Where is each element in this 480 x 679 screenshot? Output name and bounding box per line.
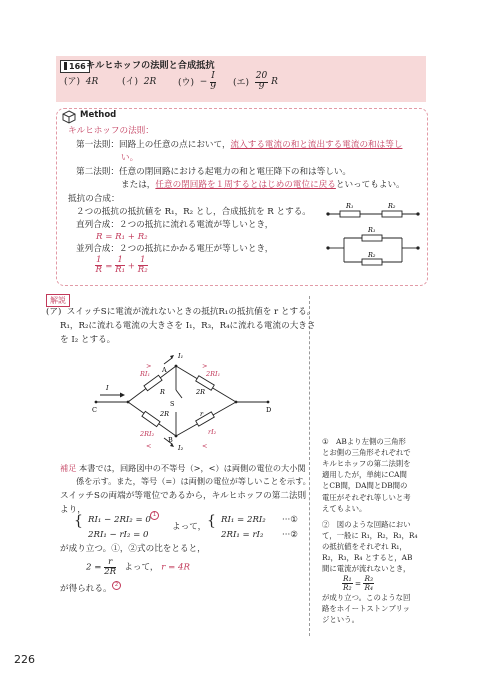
eq-mark-2: ···② — [282, 530, 298, 540]
node-C: C — [92, 406, 97, 414]
label-I: I — [106, 384, 109, 392]
main-p1b: R₁，R₂に流れる電流の大きさを I₁，R₃，R₄に流れる電流の大きさ — [60, 321, 316, 331]
kirchhoff-heading: キルヒホッフの法則： — [68, 126, 154, 136]
answer-a: (ア) 4R — [64, 77, 99, 87]
main-p4: が得られる。 — [60, 584, 112, 594]
label-2RI1-top-right: 2RI₁ — [206, 370, 221, 378]
ratio-eq: 2 = $\frac{r}{2R}$ よって， r = 4R — [86, 557, 190, 578]
main-p2b: より， — [60, 505, 86, 515]
node-B: B — [168, 436, 173, 444]
resistor-figures — [326, 198, 422, 278]
problem-number: 166 — [69, 62, 86, 71]
node-A: A — [162, 366, 167, 374]
fig-r1-series: R₁ — [346, 202, 354, 210]
method-title: Method — [80, 110, 117, 120]
yotte-1: よって， — [172, 522, 207, 532]
note-line-b: 係を示す。また，等号（=）は両側の電位が等しいことを示す。 — [76, 476, 311, 486]
ineq-bottom-left: < — [146, 442, 152, 450]
eq1-left: RI₁ − 2RI₂ = 0 — [88, 515, 151, 525]
fig-r2-series: R₂ — [388, 202, 396, 210]
main-p1c: を I₂ とする。 — [60, 335, 116, 345]
kaisetsu-label: 解説 — [46, 294, 70, 307]
series-text: 直列合成：２つの抵抗に流れる電流が等しいとき， — [76, 220, 274, 230]
sidenote-marker-1: 1 — [150, 511, 159, 520]
combine-intro: ２つの抵抗の抵抗値を R₁，R₂ とし，合成抵抗を R とする。 — [76, 207, 311, 217]
answer-u: (ウ) − $\frac{I}{9}$ — [178, 71, 216, 92]
law2-line: 第二法則：任意の閉回路における起電力の和と電圧降下の和は等しい。 — [76, 167, 352, 177]
fig-r2-parallel: R₂ — [368, 251, 376, 259]
left-brace: { — [74, 513, 83, 529]
parallel-text: 並列合成：２つの抵抗にかかる電圧が等しいとき， — [76, 244, 274, 254]
eq1-right: RI₁ = 2RI₂ — [221, 515, 266, 525]
answer-i: (イ) 2R — [122, 77, 157, 87]
bridge-circuit — [86, 350, 286, 454]
ineq-top-right: > — [202, 362, 208, 370]
law1-continued: い。 — [121, 153, 139, 163]
main-p3: が成り立つ。①，②式の比をとると， — [60, 544, 206, 554]
fig-r1-parallel: R₁ — [368, 226, 376, 234]
eq-mark-1: ···① — [282, 515, 298, 525]
eq2-right: 2RI₁ = rI₂ — [221, 530, 264, 540]
law2-alt-line: または，任意の閉回路を１周するとはじめの電位に戻るといってもよい。 — [121, 180, 405, 190]
label-2RI2-bottom-left: 2RI₂ — [140, 430, 155, 438]
label-switch-S: S — [170, 400, 175, 408]
node-D: D — [266, 406, 272, 414]
page-number: 226 — [14, 653, 35, 666]
label-I2: I₂ — [178, 444, 184, 452]
answer-e: (エ) $\frac{20}{9}$ R — [233, 71, 278, 92]
parallel-formula: $\frac{1}{R}$ = $\frac{1}{\text{R₁}}$ + $\frac{1}{\text{R₂}}$ — [95, 255, 148, 276]
sidenote-2: ② 図のような回路におい て，一般に R₁，R₂，R₃，R₄ の抵抗値をそれぞれ R₁， R₂，R₃，R₄ とすると，AB 間に電流が流れないとき， $\frac{\text{R₁}}{\text{R₂}}$ = $\frac{\text{R₃}}{\text{R₄}}$ が成り立つ。このような回 路をホイートストンブリッ ジという。 — [322, 520, 418, 625]
problem-title: キルヒホッフの法則と合成抵抗 — [86, 60, 215, 71]
main-p2a: スイッチSの両端が等電位であるから，キルヒホッフの第二法則 — [60, 491, 307, 501]
label-I1: I₁ — [178, 352, 184, 360]
label-RI1-top-left: RI₁ — [140, 370, 151, 378]
law1-line: 第一法則：回路上の任意の点において，流入する電流の和と流出する電流の和は等し — [76, 140, 403, 150]
combine-heading: 抵抗の合成： — [68, 194, 120, 204]
ineq-top-left: > — [146, 362, 152, 370]
note-line-a: 補足 本書では，回路図中の不等号（>，<）は両側の電位の大小関 — [60, 463, 306, 473]
sidenote-marker-2: 2 — [112, 581, 121, 590]
label-R-top-left: R — [160, 388, 165, 396]
label-r-bottom-right: r — [200, 410, 204, 418]
series-formula: R = R₁ + R₂ — [96, 232, 148, 242]
eq2-left: 2RI₁ − rI₂ = 0 — [88, 530, 149, 540]
sidenote-1: ① ABより左側の三角形 とお側の三角形それぞれで キルヒホッフの第二法則を 適用したが，単純にCA間 とCB間，DA間とDB間の 電圧がそれぞれ等しいと考 えてもよい。 — [322, 437, 411, 513]
ineq-bottom-right: < — [202, 442, 208, 450]
column-divider — [309, 296, 310, 636]
label-2R-top-right: 2R — [196, 388, 206, 396]
label-2R-bottom-left: 2R — [160, 410, 170, 418]
main-p1a: (ア) スイッチSに電流が流れないときの抵抗R₁の抵抗値を r とする。 — [46, 307, 316, 317]
label-rI2-bottom-right: rI₂ — [208, 428, 217, 436]
right-brace: { — [207, 513, 216, 529]
